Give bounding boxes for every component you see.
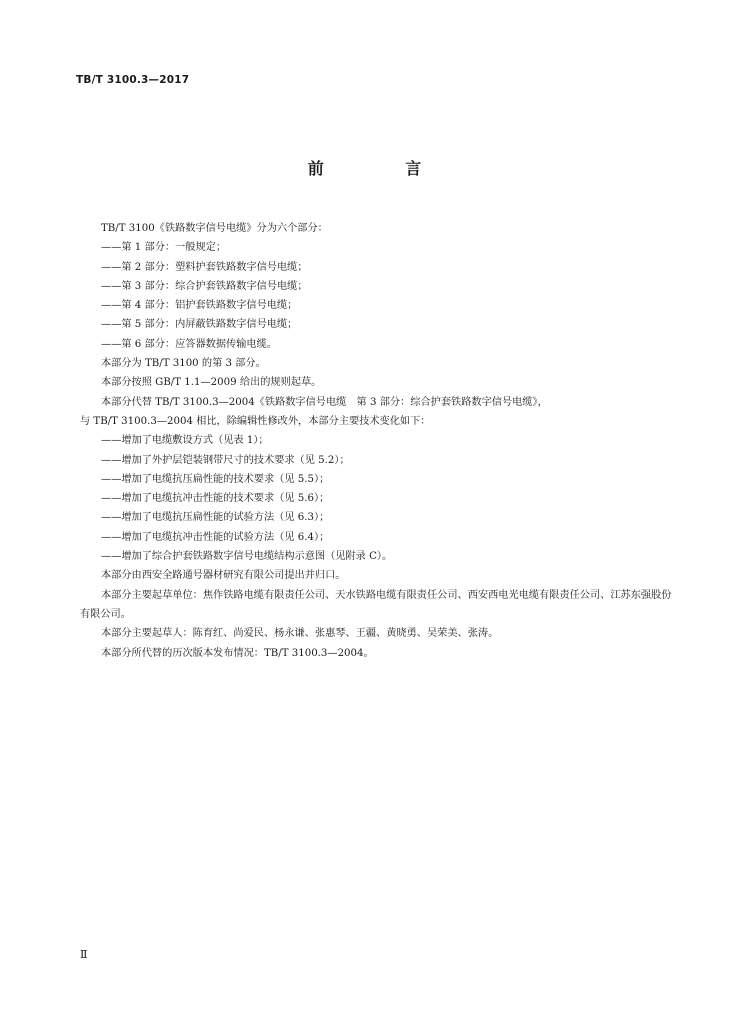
list-item-part-1: ——第 1 部分：一般规定；	[101, 242, 227, 254]
paragraph-changes-intro: 与 TB/T 3100.3—2004 相比，除编辑性修改外，本部分主要技术变化如下：	[80, 415, 431, 427]
paragraph-intro: TB/T 3100《铁路数字信号电缆》分为六个部分：	[101, 223, 328, 234]
paragraph-replaces: 本部分代替 TB/T 3100.3—2004《铁路数字信号电缆 第 3 部分：综合护套铁路数字信号电缆》，	[101, 396, 548, 408]
paragraph-part-statement: 本部分为 TB/T 3100 的第 3 部分。	[101, 358, 266, 370]
list-item-change-4: ——增加了电缆抗冲击性能的技术要求（见 5.6）；	[101, 493, 330, 505]
list-item-change-3: ——增加了电缆抗压扁性能的技术要求（见 5.5）；	[101, 473, 330, 485]
paragraph-proposer: 本部分由西安全路通号器材研究有限公司提出并归口。	[101, 570, 346, 582]
list-item-part-3: ——第 3 部分：综合护套铁路数字信号电缆；	[101, 280, 308, 292]
list-item-change-1: ——增加了电缆敷设方式（见表 1）；	[101, 435, 269, 447]
foreword-body	[80, 219, 672, 663]
list-item-change-5: ——增加了电缆抗压扁性能的试验方法（见 6.3）；	[101, 512, 330, 524]
list-item-part-2: ——第 2 部分：塑料护套铁路数字信号电缆；	[101, 261, 308, 273]
list-item-part-4: ——第 4 部分：铝护套铁路数字信号电缆；	[101, 300, 298, 312]
paragraph-drafting-units: 本部分主要起草单位：焦作铁路电缆有限责任公司、天水铁路电缆有限责任公司、西安西电光电缆有限责任公司、江苏东强股份有限公司。	[80, 589, 672, 620]
list-item-change-6: ——增加了电缆抗冲击性能的试验方法（见 6.4）；	[101, 531, 330, 543]
list-item-change-2: ——增加了外护层铠装钢带尺寸的技术要求（见 5.2）；	[101, 454, 350, 466]
paragraph-drafters: 本部分主要起草人：陈育红、尚爱民、杨永谦、张惠琴、王疆、黄晓勇、吴荣美、张涛。	[101, 628, 499, 640]
list-item-part-6: ——第 6 部分：应答器数据传输电缆。	[101, 338, 277, 350]
page-number: Ⅱ	[80, 948, 88, 961]
page-title: 前 言	[307, 159, 460, 178]
list-item-part-5: ——第 5 部分：内屏蔽铁路数字信号电缆；	[101, 319, 298, 331]
list-item-change-7: ——增加了综合护套铁路数字信号电缆结构示意图（见附录 C）。	[101, 551, 393, 563]
paragraph-previous-editions: 本部分所代替的历次版本发布情况：TB/T 3100.3—2004。	[101, 647, 374, 659]
paragraph-drafting-rules: 本部分按照 GB/T 1.1—2009 给出的规则起草。	[101, 377, 322, 389]
standard-code: TB/T 3100.3—2017	[76, 74, 190, 86]
